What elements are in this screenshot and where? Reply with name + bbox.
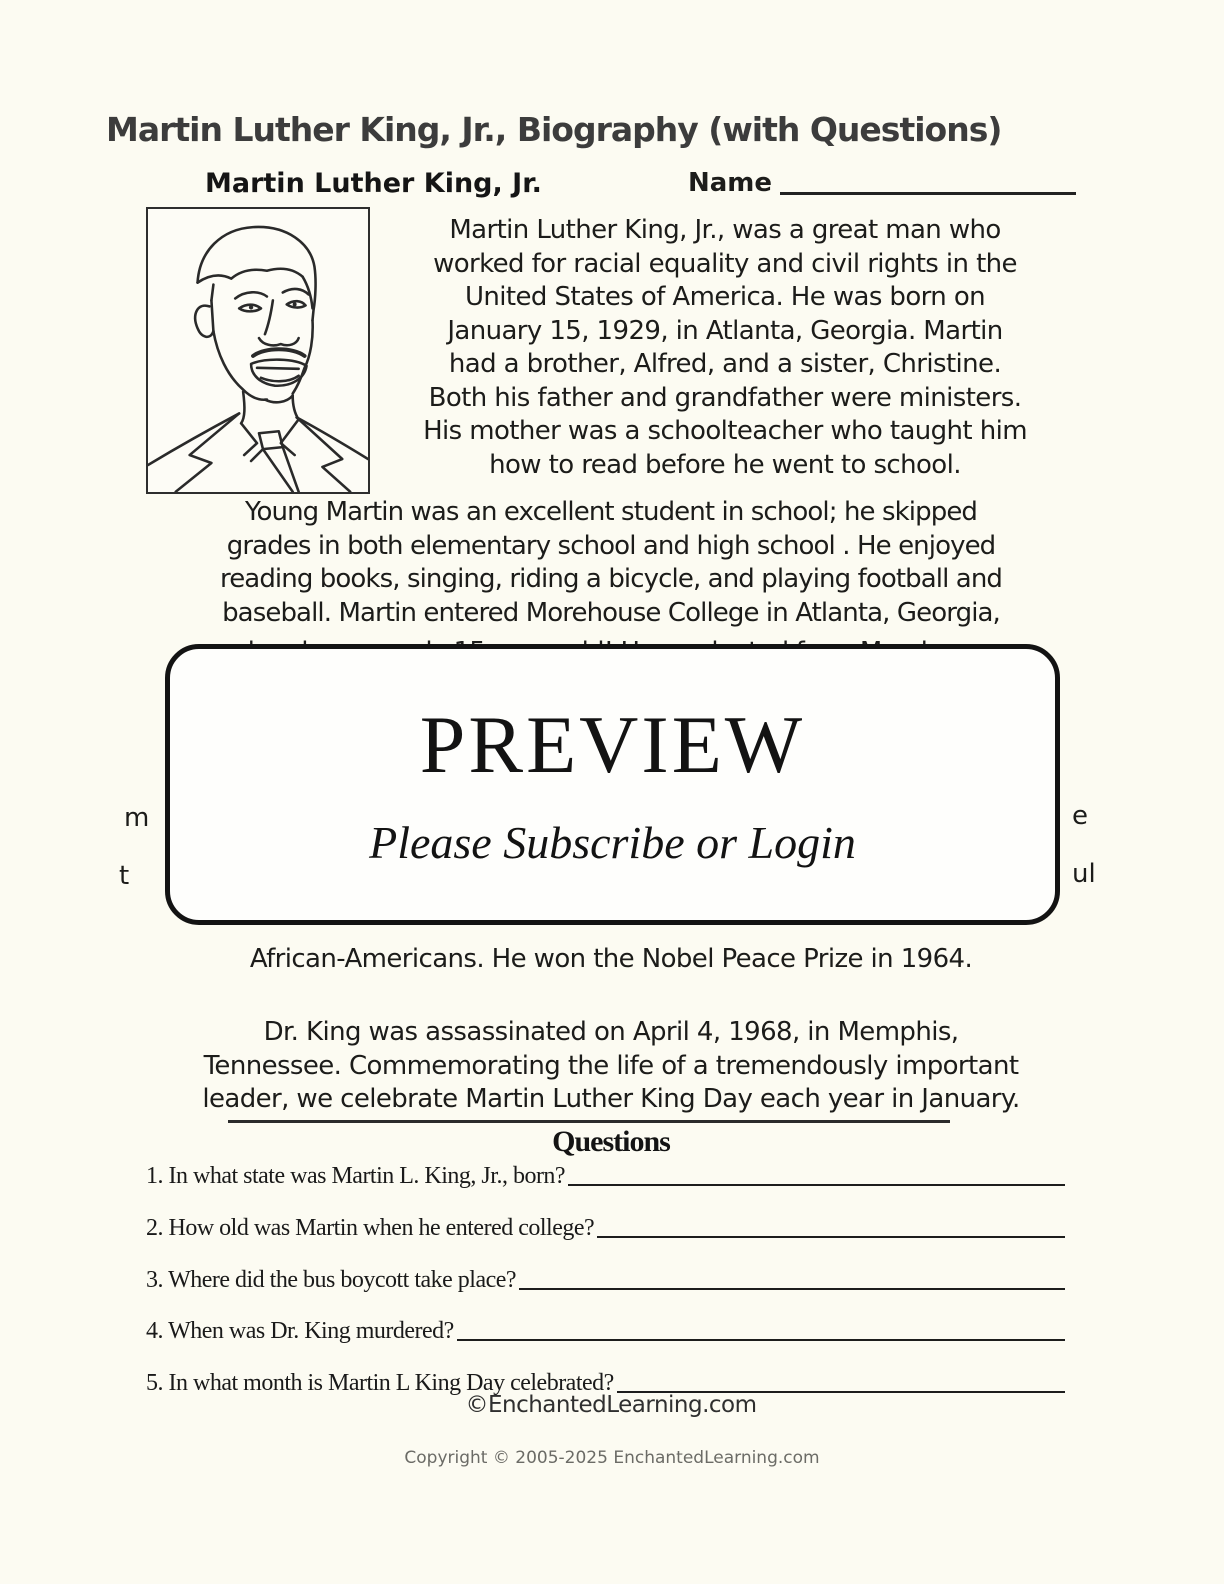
- biography-paragraph-3: [146, 943, 1076, 977]
- question-row-3: [146, 1262, 1065, 1294]
- answer-blank-line: [519, 1288, 1065, 1290]
- worksheet-heading: Martin Luther King, Jr.: [205, 168, 542, 199]
- paragraph-line: Both his father and grandfather were ministers.: [428, 382, 1022, 413]
- question-row-1: [146, 1158, 1065, 1190]
- paragraph-line: how to read before he went to school.: [489, 449, 961, 480]
- question-text: 2. How old was Martin when he entered college?: [146, 1215, 595, 1241]
- biography-paragraph-4: [146, 1016, 1076, 1117]
- answer-blank-line: [568, 1184, 1065, 1186]
- paragraph-line: Martin Luther King, Jr., was a great man who: [449, 215, 1001, 245]
- question-text: 4. When was Dr. King murdered?: [146, 1318, 454, 1344]
- answer-blank-line: [597, 1236, 1065, 1238]
- question-row-2: [146, 1210, 1065, 1242]
- name-blank-line: [780, 171, 1076, 195]
- paragraph-line: worked for racial equality and civil rights in the: [433, 248, 1017, 279]
- question-text: 3. Where did the bus boycott take place?: [146, 1267, 517, 1293]
- paragraph-line: January 15, 1929, in Atlanta, Georgia. Martin: [447, 315, 1003, 346]
- biography-paragraph-2: [146, 496, 1076, 630]
- paragraph-line: reading books, singing, riding a bicycle, and playing football and: [219, 564, 1003, 594]
- obscured-text-fragment: t: [119, 861, 130, 891]
- questions-heading: Questions: [552, 1125, 670, 1158]
- page-title: Martin Luther King, Jr., Biography (with Questions): [106, 110, 1002, 149]
- question-text: 1. In what state was Martin L. King, Jr., born?: [146, 1163, 566, 1189]
- section-divider: [228, 1120, 950, 1123]
- paragraph-line: African-Americans. He won the Nobel Peace Prize in 1964.: [249, 944, 973, 974]
- mlk-portrait-drawing: [148, 209, 368, 492]
- copyright-line: Copyright © 2005-2025 EnchantedLearning.com: [404, 1448, 820, 1468]
- subscribe-or-login-text: Please Subscribe or Login: [369, 816, 856, 868]
- paragraph-line: United States of America. He was born on: [464, 282, 986, 312]
- obscured-text-fragment: m: [124, 803, 150, 833]
- paragraph-line: had a brother, Alfred, and a sister, Christine.: [448, 349, 1002, 379]
- paragraph-line: Young Martin was an excellent student in school; he skipped: [244, 497, 978, 527]
- question-row-4: [146, 1313, 1065, 1345]
- name-field-group: [688, 168, 1076, 198]
- paragraph-line: grades in both elementary school and high school . He enjoyed: [226, 530, 996, 561]
- paragraph-line: Tennessee. Commemorating the life of a tremendously important: [203, 1050, 1019, 1081]
- obscured-text-fragment: e: [1072, 801, 1088, 831]
- paragraph-line: baseball. Martin entered Morehouse College in Atlanta, Georgia,: [222, 597, 1000, 628]
- preview-title: PREVIEW: [419, 698, 806, 790]
- biography-paragraph-1: [375, 214, 1075, 482]
- name-label: Name: [688, 168, 773, 198]
- paragraph-line: Dr. King was assassinated on April 4, 1968, in Memphis,: [263, 1017, 959, 1047]
- obscured-text-fragment: ul: [1072, 859, 1096, 889]
- mlk-portrait-frame: [146, 207, 370, 494]
- answer-blank-line: [457, 1339, 1065, 1341]
- question-text: 5. In what month is Martin L King Day celebrated?: [146, 1370, 614, 1396]
- site-credit: ©EnchantedLearning.com: [465, 1392, 757, 1418]
- paragraph-line: His mother was a schoolteacher who taught him: [423, 416, 1027, 446]
- preview-overlay: [165, 644, 1060, 925]
- paragraph-line: leader, we celebrate Martin Luther King Day each year in January.: [202, 1084, 1020, 1114]
